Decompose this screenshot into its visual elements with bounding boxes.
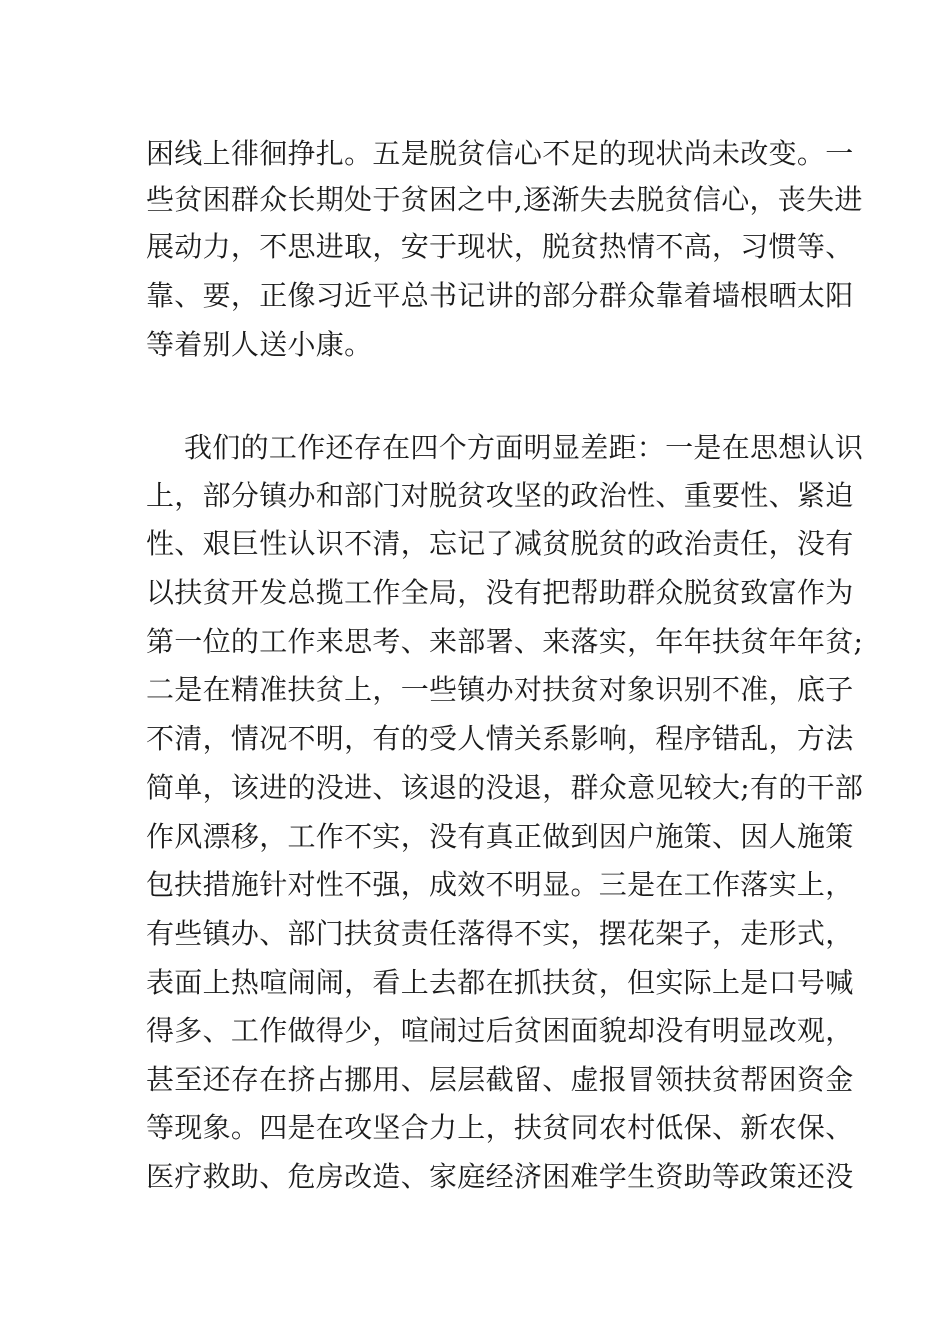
text-line: 二是在精准扶贫上，一些镇办对扶贫对象识别不准，底子 <box>146 673 854 706</box>
text-line: 包扶措施针对性不强，成效不明显。三是在工作落实上， <box>146 868 854 901</box>
text-line: 简单，该进的没进、该退的没退，群众意见较大;有的干部 <box>146 771 864 804</box>
text-line: 上，部分镇办和部门对脱贫攻坚的政治性、重要性、紧迫 <box>146 479 854 512</box>
text-line: 困线上徘徊挣扎。五是脱贫信心不足的现状尚未改变。一 <box>146 137 854 170</box>
text-line: 有些镇办、部门扶贫责任落得不实，摆花架子，走形式， <box>146 917 854 950</box>
text-line: 些贫困群众长期处于贫困之中,逐渐失去脱贫信心，丧失进 <box>146 183 863 216</box>
text-line: 靠、要，正像习近平总书记讲的部分群众靠着墙根晒太阳 <box>146 279 854 312</box>
text-line: 第一位的工作来思考、来部署、来落实，年年扶贫年年贫; <box>146 625 864 658</box>
text-line: 我们的工作还存在四个方面明显差距：一是在思想认识 <box>184 431 864 464</box>
text-line: 得多、工作做得少，喧闹过后贫困面貌却没有明显改观， <box>146 1014 854 1047</box>
text-line: 表面上热喧闹闹，看上去都在抓扶贫，但实际上是口号喊 <box>146 966 854 999</box>
text-line: 展动力，不思进取，安于现状，脱贫热情不高，习惯等、 <box>146 230 854 263</box>
text-line: 等着别人送小康。 <box>146 328 373 361</box>
text-line: 甚至还存在挤占挪用、层层截留、虚报冒领扶贫帮困资金 <box>146 1063 854 1096</box>
text-line: 医疗救助、危房改造、家庭经济困难学生资助等政策还没 <box>146 1160 854 1193</box>
text-line: 以扶贫开发总揽工作全局，没有把帮助群众脱贫致富作为 <box>146 576 854 609</box>
text-line: 性、艰巨性认识不清，忘记了减贫脱贫的政治责任，没有 <box>146 527 854 560</box>
text-line: 等现象。四是在攻坚合力上，扶贫同农村低保、新农保、 <box>146 1111 854 1144</box>
text-line: 不清，情况不明，有的受人情关系影响，程序错乱，方法 <box>146 722 854 755</box>
text-line: 作风漂移，工作不实，没有真正做到因户施策、因人施策 <box>146 820 854 853</box>
